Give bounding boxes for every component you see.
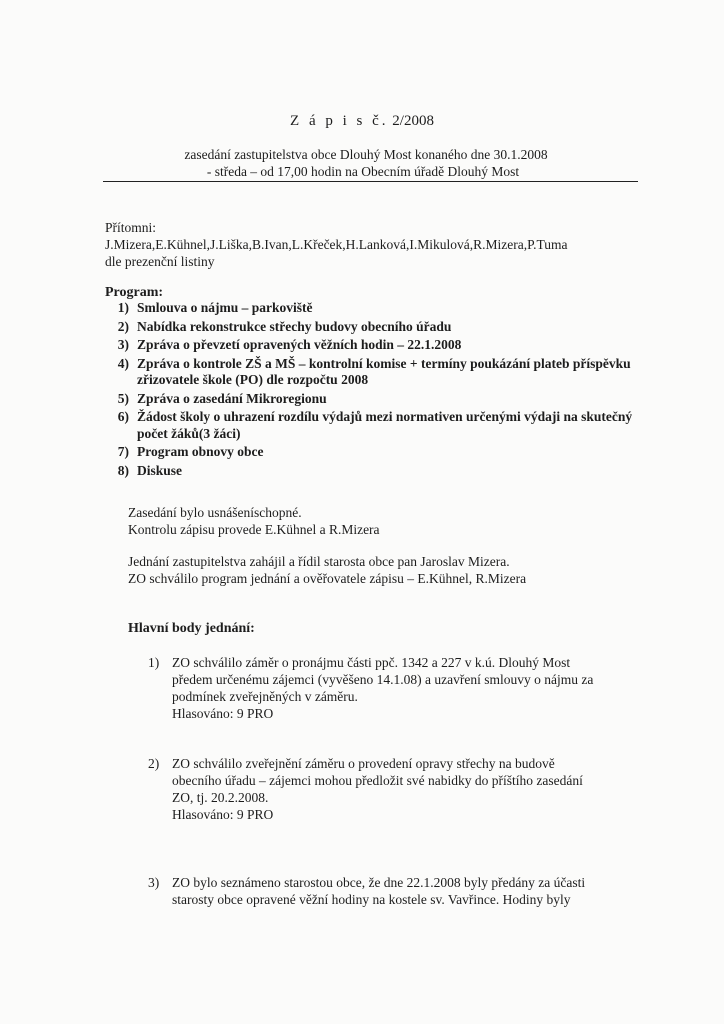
point-line: předem určenému zájemci (vyvěšeno 14.1.08) a uzavření smlouvy o nájmu za — [172, 672, 594, 687]
attendance-names: J.Mizera,E.Kühnel,J.Liška,B.Ivan,L.Křeček,H.Lanková,I.Mikulová,R.Mizera,P.Tuma — [105, 237, 568, 252]
header-divider — [103, 181, 638, 182]
program-item: 5) Zpráva o zasedání Mikroregionu — [117, 390, 327, 406]
program-item: 3) Zpráva o převzetí opravených věžních hodin – 22.1.2008 — [117, 337, 462, 352]
point-vote: Hlasováno: 9 PRO — [172, 706, 274, 721]
title-label: Z á p i s č. — [290, 113, 389, 129]
program-item: 7) Program obnovy obce — [117, 444, 264, 459]
point-line: podmínek zveřejněných v záměru. — [172, 689, 358, 704]
point-line: ZO bylo seznámeno starostou obce, že dne 22.1.2008 byly předány za účasti — [172, 875, 586, 890]
program-item: 8) Diskuse — [117, 462, 183, 478]
quorum-block — [128, 504, 380, 538]
quorum-text: Zasedání bylo usnášeníschopné. — [128, 505, 302, 520]
program-item: 2) Nabídka rekonstrukce střechy budovy obecního úřadu — [117, 318, 452, 334]
verification-text: Kontrolu zápisu provede E.Kühnel a R.Mizera — [128, 522, 380, 537]
point-line: ZO schválilo záměr o pronájmu části ppč. 1342 a 227 v k.ú. Dlouhý Most — [172, 655, 571, 670]
subtitle-line-2: - středa – od 17,00 hodin na Obecním úřadě Dlouhý Most — [206, 164, 520, 179]
attendance-label: Přítomni: — [105, 220, 157, 235]
chair-block — [128, 553, 526, 587]
attendance-note: dle prezenční listiny — [105, 254, 215, 269]
title-number: 2/2008 — [392, 113, 434, 129]
document-title — [0, 113, 724, 130]
point-line: ZO, tj. 20.2.2008. — [172, 790, 269, 805]
program-list — [105, 300, 665, 481]
main-point: 3) ZO bylo seznámeno starostou obce, že dne 22.1.2008 byly předány za účasti starosty obce opravené věžní hodiny na kostele sv. Vavřince. Hodiny byly — [148, 874, 648, 908]
main-point: 2) ZO schválilo zveřejnění záměru o provedení opravy střechy na budově obecního úřadu – zájemci mohou předložit své nabidky do příštího zasedání ZO, tj. 20.2.2008. Hlasováno: 9 PRO — [148, 755, 648, 823]
point-line: ZO schválilo zveřejnění záměru o provedení opravy střechy na budově — [172, 756, 555, 771]
chair-text: Jednání zastupitelstva zahájil a řídil starosta obce pan Jaroslav Mizera. — [128, 554, 510, 569]
program-item: 1) Smlouva o nájmu – parkoviště — [117, 300, 313, 315]
main-point: 1) ZO schválilo záměr o pronájmu části ppč. 1342 a 227 v k.ú. Dlouhý Most předem určenému zájemci (vyvěšeno 14.1.08) a uzavření smlouvy o nájmu za podmínek zveřejněných v záměru. Hlasováno: 9 PRO — [148, 654, 648, 722]
point-vote: Hlasováno: 9 PRO — [172, 807, 274, 822]
program-item: 6) Žádost školy o uhrazení rozdílu výdajů mezi normativen určenými výdaji na skutečný počet žáků(3 žáci) — [117, 409, 633, 441]
attendance-block — [105, 219, 568, 270]
program-heading: Program: — [105, 285, 164, 300]
main-points-heading: Hlavní body jednání: — [128, 621, 255, 636]
point-line: starosty obce opravené věžní hodiny na kostele sv. Vavřince. Hodiny byly — [172, 892, 571, 907]
approval-text: ZO schválilo program jednání a ověřovatele zápisu – E.Kühnel, R.Mizera — [128, 571, 527, 586]
point-line: obecního úřadu – zájemci mohou předložit své nabidky do příštího zasedání — [172, 773, 583, 788]
program-item: 4) Zpráva o kontrole ZŠ a MŠ – kontrolní komise + termíny poukázání plateb příspěvku zřizovatele škole (PO) dle rozpočtu 2008 — [117, 355, 631, 387]
subtitle-line-1: zasedání zastupitelstva obce Dlouhý Most konaného dne 30.1.2008 — [184, 147, 548, 162]
